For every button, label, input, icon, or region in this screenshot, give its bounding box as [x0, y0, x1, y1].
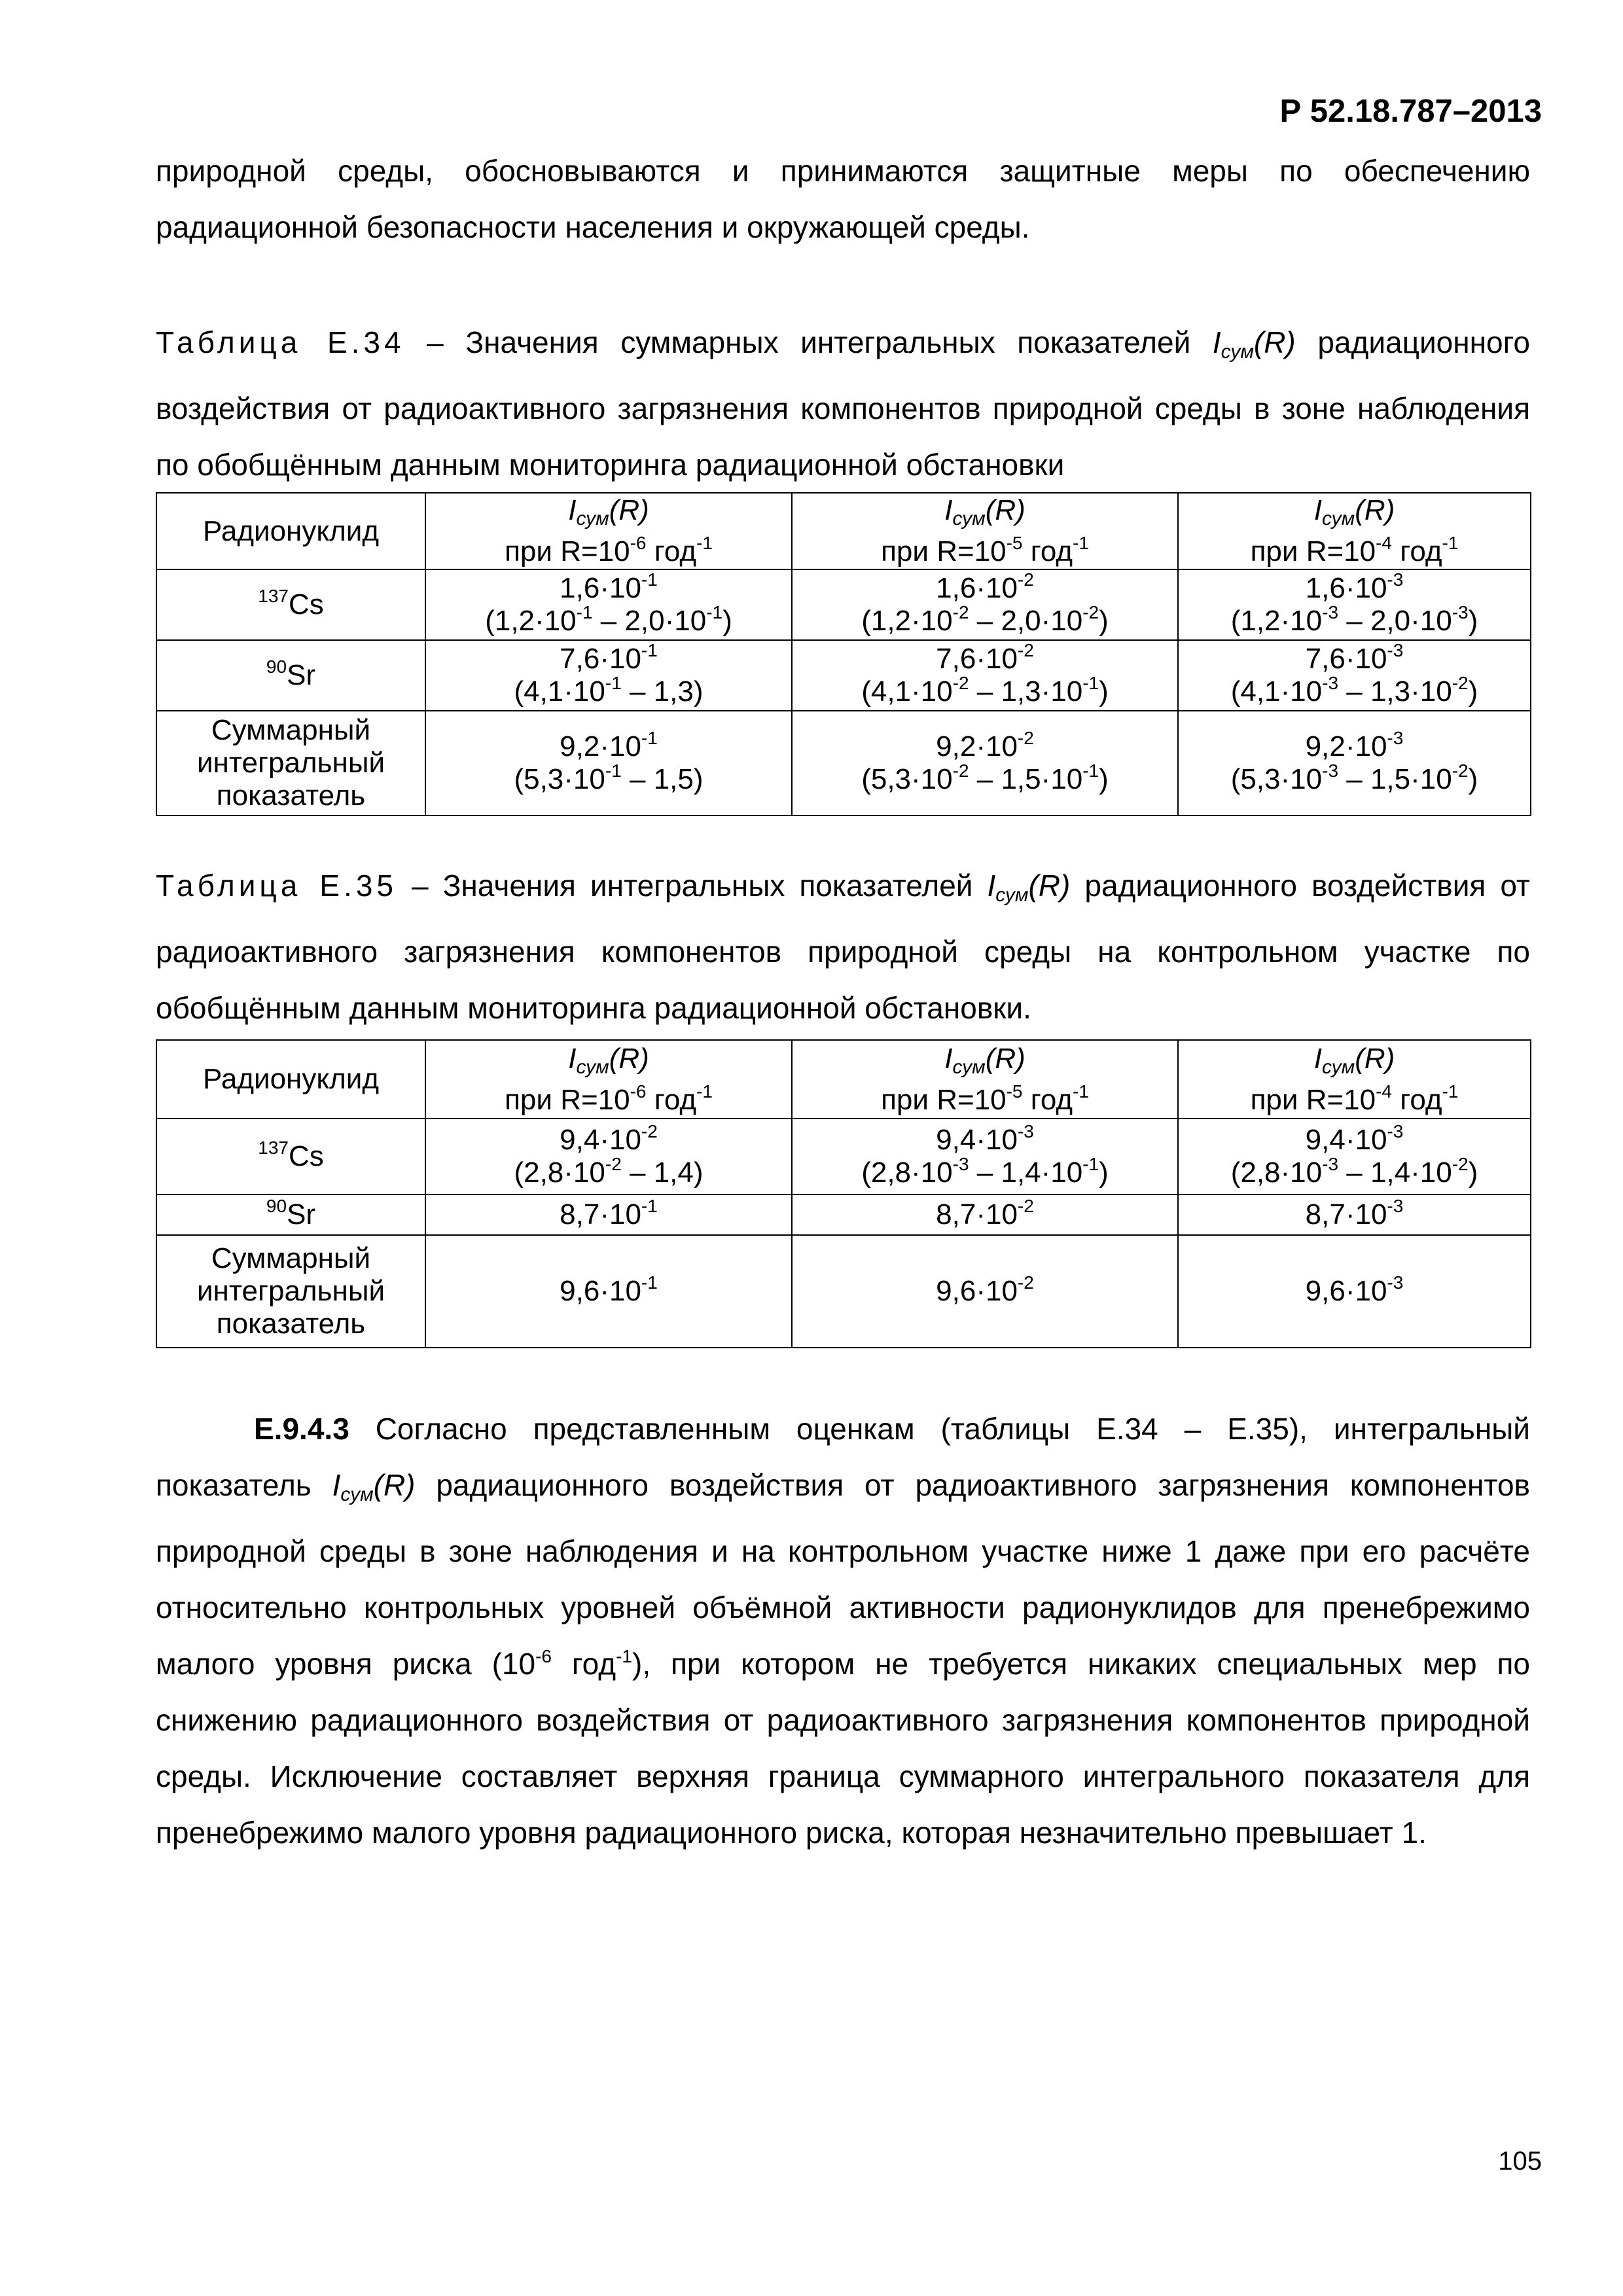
value-cell: $7,6\cdot 10^{-3}$ $(4,1\cdot 10^{-3} - 1,3\cdot 10^{-2})$	[1178, 640, 1531, 711]
value-cell: $1,6\cdot 10^{-2}$ $(1,2\cdot 10^{-2} - 2,0\cdot 10^{-2})$	[792, 569, 1178, 640]
header-cell-nuclide: Радионуклид	[156, 1040, 425, 1119]
table35	[156, 1039, 1531, 1348]
header-cell: Iсум(R) при $R=10^{-4}$ год$^{-1}$	[1178, 1040, 1531, 1119]
table34	[156, 492, 1531, 816]
total-label-cell: Суммарный интегральный показатель	[156, 1235, 425, 1348]
value-cell: $7,6\cdot 10^{-2}$ $(4,1\cdot 10^{-2} - 1,3\cdot 10^{-1})$	[792, 640, 1178, 711]
table34-label: Таблица Е.34	[156, 325, 405, 359]
isum-symbol: I	[1212, 325, 1221, 359]
total-label-cell: Суммарный интегральный показатель	[156, 711, 425, 816]
header-cell: Iсум(R) при $R=10^{-6}$ год$^{-1}$	[425, 493, 792, 569]
nuclide-cell: $^{90}$Sr	[156, 640, 425, 711]
value-cell: $9,2\cdot 10^{-3}$ $(5,3\cdot 10^{-3} - 1,5\cdot 10^{-2})$	[1178, 711, 1531, 816]
section-paragraph: Е.9.4.3 Согласно представленным оценкам (таблицы Е.34 – Е.35), интегральный показатель Iсум(R) радиационного воздействия от радиоактивного загрязнения компонентов природной среды в зоне наблюдения и на контрольном участке ниже 1 даже при его расчёте относительно контрольных уровней объёмной активности радионуклидов для пренебрежимо малого уровня риска ($10^{-6}$ год$^{-1}$), при котором не требуется никаких специальных мер по снижению радиационного воздействия от радиоактивного загрязнения компонентов природной среды. Исключение составляет верхняя граница суммарного интегрального показателя для пренебрежимо малого уровня радиационного риска, которая незначительно превышает 1.	[156, 1412, 1530, 1850]
value-cell: $9,4\cdot 10^{-2}$ $(2,8\cdot 10^{-2} - 1,4)$	[425, 1119, 792, 1194]
table-row	[156, 569, 1531, 640]
isum-symbol: I	[332, 1468, 341, 1502]
value-cell: $9,2\cdot 10^{-1}$ $(5,3\cdot 10^{-1} - 1,5)$	[425, 711, 792, 816]
table35-label: Таблица Е.35	[156, 869, 397, 903]
document-code: Р 52.18.787–2013	[1279, 94, 1542, 129]
header-cell: Iсум(R) при $R=10^{-5}$ год$^{-1}$	[792, 493, 1178, 569]
value-cell: $7,6\cdot 10^{-1}$ $(4,1\cdot 10^{-1} - 1,3)$	[425, 640, 792, 711]
table-row	[156, 640, 1531, 711]
value-cell: $9,6\cdot 10^{-3}$	[1178, 1235, 1531, 1348]
table-row	[156, 1235, 1531, 1348]
header-cell: Iсум(R) при $R=10^{-5}$ год$^{-1}$	[792, 1040, 1178, 1119]
value-cell: $1,6\cdot 10^{-3}$ $(1,2\cdot 10^{-3} - 2,0\cdot 10^{-3})$	[1178, 569, 1531, 640]
value-cell: $9,6\cdot 10^{-2}$	[792, 1235, 1178, 1348]
value-cell: $8,7\cdot 10^{-3}$	[1178, 1194, 1531, 1235]
value-cell: $9,4\cdot 10^{-3}$ $(2,8\cdot 10^{-3} - 1,4\cdot 10^{-2})$	[1178, 1119, 1531, 1194]
value-cell: $9,2\cdot 10^{-2}$ $(5,3\cdot 10^{-2} - 1,5\cdot 10^{-1})$	[792, 711, 1178, 816]
nuclide-cell: $^{137}$Cs	[156, 569, 425, 640]
section-number: Е.9.4.3	[254, 1412, 349, 1446]
table-header-row	[156, 493, 1531, 569]
table34-caption: Таблица Е.34 – Значения суммарных интегральных показателей Iсум(R) радиационного воздействия от радиоактивного загрязнения компонентов природной среды в зоне наблюдения по обобщённым данным мониторинга радиационной обстановки	[156, 325, 1530, 482]
header-cell: Iсум(R) при $R=10^{-6}$ год$^{-1}$	[425, 1040, 792, 1119]
nuclide-cell: $^{137}$Cs	[156, 1119, 425, 1194]
table-header-row	[156, 1040, 1531, 1119]
table-row	[156, 1194, 1531, 1235]
header-cell-nuclide: Радионуклид	[156, 493, 425, 569]
value-cell: $9,4\cdot 10^{-3}$ $(2,8\cdot 10^{-3} - 1,4\cdot 10^{-1})$	[792, 1119, 1178, 1194]
value-cell: $9,6\cdot 10^{-1}$	[425, 1235, 792, 1348]
table35-caption: Таблица Е.35 – Значения интегральных показателей Iсум(R) радиационного воздействия от радиоактивного загрязнения компонентов природной среды на контрольном участке по обобщённым данным мониторинга радиационной обстановки.	[156, 869, 1530, 1025]
table-row	[156, 1119, 1531, 1194]
isum-symbol: I	[987, 869, 996, 903]
nuclide-cell: $^{90}$Sr	[156, 1194, 425, 1235]
value-cell: $8,7\cdot 10^{-1}$	[425, 1194, 792, 1235]
value-cell: $1,6\cdot 10^{-1}$ $(1,2\cdot 10^{-1} - 2,0\cdot 10^{-1})$	[425, 569, 792, 640]
table-row	[156, 711, 1531, 816]
header-cell: Iсум(R) при $R=10^{-4}$ год$^{-1}$	[1178, 493, 1531, 569]
value-cell: $8,7\cdot 10^{-2}$	[792, 1194, 1178, 1235]
intro-paragraph: природной среды, обосновываются и принимаются защитные меры по обеспечению радиационной безопасности населения и окружающей среды.	[156, 154, 1530, 244]
page-number: 105	[1498, 2147, 1542, 2176]
